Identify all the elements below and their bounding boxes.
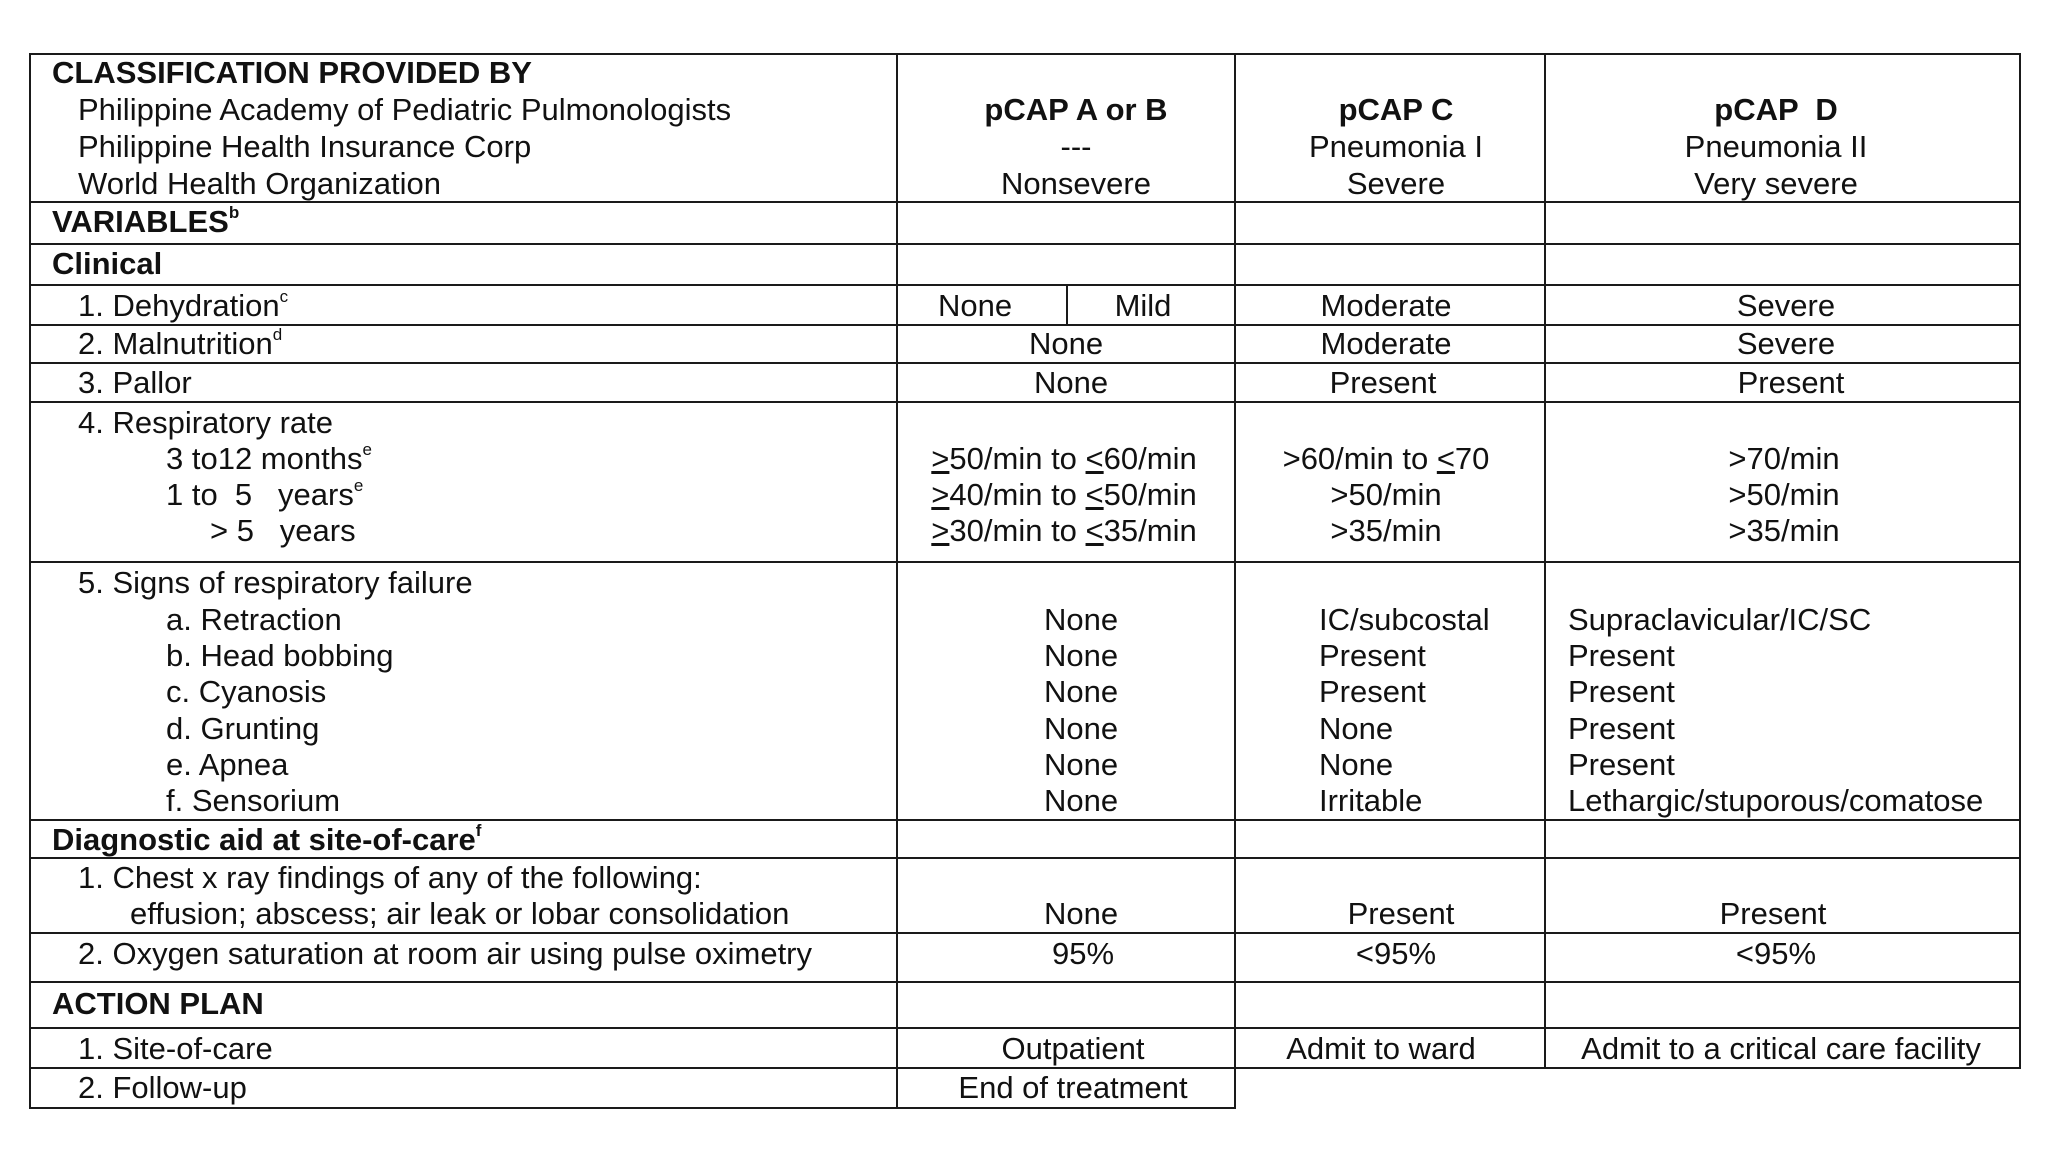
- dehydration-a2: Mild: [1114, 288, 1172, 323]
- table-border-left: [29, 53, 31, 1109]
- resp-failure-a: None: [1043, 747, 1119, 782]
- resp-rate-row-label: > 5 years: [210, 513, 356, 548]
- resp-failure-c: None: [1319, 747, 1394, 782]
- resp-failure-sign: d. Grunting: [166, 711, 320, 746]
- malnutrition-a: None: [1028, 326, 1104, 361]
- table-border-bottom: [29, 1107, 1235, 1109]
- resp-failure-a: None: [1043, 783, 1119, 818]
- resp-failure-a: None: [1043, 711, 1119, 746]
- row-divider: [29, 243, 2021, 245]
- xray-a: None: [1043, 896, 1119, 931]
- resp-failure-c: Irritable: [1319, 783, 1423, 818]
- org-name: World Health Organization: [78, 166, 441, 201]
- resp-rate-a: >50/min to <60/min: [931, 441, 1197, 476]
- o2-label: 2. Oxygen saturation at room air using pulse oximetry: [78, 936, 813, 971]
- resp-failure-label: 5. Signs of respiratory failure: [78, 565, 473, 600]
- resp-rate-a: >30/min to <35/min: [931, 513, 1197, 548]
- col-c-severity: Severe: [1346, 166, 1446, 201]
- resp-failure-sign: e. Apnea: [166, 747, 289, 782]
- resp-failure-sign: f. Sensorium: [166, 783, 341, 818]
- resp-failure-c: None: [1319, 711, 1394, 746]
- resp-failure-c: Present: [1319, 674, 1426, 709]
- resp-rate-d: >35/min: [1728, 513, 1840, 548]
- column-divider: [1544, 53, 1546, 1069]
- col-a-title: pCAP A or B: [984, 92, 1168, 127]
- resp-failure-sign: a. Retraction: [166, 602, 342, 637]
- site-of-care-a: Outpatient: [1001, 1031, 1145, 1066]
- column-divider: [1234, 53, 1236, 1109]
- resp-failure-sign: c. Cyanosis: [166, 674, 327, 709]
- col-c-subtitle: Pneumonia I: [1308, 129, 1484, 164]
- resp-failure-d: Supraclavicular/IC/SC: [1568, 602, 1872, 637]
- o2-a: 95%: [1051, 936, 1115, 971]
- resp-failure-c: IC/subcostal: [1319, 602, 1490, 637]
- site-of-care-d: Admit to a critical care facility: [1581, 1031, 1981, 1066]
- subcolumn-divider: [1066, 284, 1068, 324]
- resp-failure-d: Present: [1568, 747, 1675, 782]
- malnutrition-d: Severe: [1736, 326, 1836, 361]
- malnutrition-c: Moderate: [1320, 326, 1452, 361]
- xray-c: Present: [1347, 896, 1455, 931]
- variables-heading: VARIABLES$^b$: [52, 203, 240, 239]
- site-of-care-c: Admit to ward: [1286, 1031, 1476, 1066]
- xray-label: 1. Chest x ray findings of any of the following:: [78, 860, 702, 895]
- pallor-a: None: [1033, 365, 1109, 400]
- row-divider: [29, 819, 2021, 821]
- resp-failure-a: None: [1043, 638, 1119, 673]
- col-a-severity: Nonsevere: [1001, 166, 1151, 201]
- follow-up-label: 2. Follow-up: [78, 1070, 247, 1105]
- resp-failure-d: Present: [1568, 711, 1675, 746]
- row-divider: [29, 561, 2021, 563]
- action-plan-heading: ACTION PLAN: [52, 986, 264, 1021]
- resp-failure-d: Present: [1568, 674, 1675, 709]
- resp-rate-row-label: 1 to 5 years$^e$: [166, 476, 364, 512]
- header-title: CLASSIFICATION PROVIDED BY: [52, 55, 532, 90]
- site-of-care-label: 1. Site-of-care: [78, 1031, 273, 1066]
- resp-rate-label: 4. Respiratory rate: [78, 405, 333, 440]
- o2-c: <95%: [1355, 936, 1437, 971]
- row-divider: [29, 932, 2021, 934]
- row-divider: [29, 284, 2021, 286]
- pallor-label: 3. Pallor: [78, 365, 192, 400]
- row-divider: [29, 981, 2021, 983]
- follow-up-a: End of treatment: [958, 1070, 1188, 1105]
- row-divider: [29, 324, 2021, 326]
- malnutrition-label: 2. Malnutrition$^d$: [78, 325, 283, 361]
- resp-rate-row-label: 3 to12 months$^e$: [166, 440, 372, 476]
- o2-d: <95%: [1735, 936, 1817, 971]
- resp-rate-d: >50/min: [1728, 477, 1840, 512]
- org-name: Philippine Health Insurance Corp: [78, 129, 532, 164]
- resp-rate-d: >70/min: [1728, 441, 1840, 476]
- row-divider: [29, 362, 2021, 364]
- col-a-subtitle: ---: [1060, 129, 1092, 164]
- resp-failure-a: None: [1043, 674, 1119, 709]
- xray-label-detail: effusion; abscess; air leak or lobar consolidation: [130, 896, 790, 931]
- resp-rate-a: >40/min to <50/min: [931, 477, 1197, 512]
- dehydration-c: Moderate: [1320, 288, 1452, 323]
- table-border-right: [2019, 53, 2021, 1069]
- resp-rate-c: >60/min to <70: [1282, 441, 1490, 476]
- pallor-d: Present: [1737, 365, 1845, 400]
- row-divider: [29, 1067, 2021, 1069]
- column-divider: [896, 53, 898, 1109]
- xray-d: Present: [1719, 896, 1827, 931]
- resp-failure-sign: b. Head bobbing: [166, 638, 394, 673]
- clinical-heading: Clinical: [52, 246, 163, 281]
- resp-failure-d: Present: [1568, 638, 1675, 673]
- resp-failure-c: Present: [1319, 638, 1426, 673]
- dehydration-a1: None: [937, 288, 1013, 323]
- resp-rate-c: >35/min: [1330, 513, 1442, 548]
- dehydration-d: Severe: [1736, 288, 1836, 323]
- col-d-subtitle: Pneumonia II: [1684, 129, 1868, 164]
- org-name: Philippine Academy of Pediatric Pulmonologists: [78, 92, 732, 127]
- col-c-title: pCAP C: [1338, 92, 1454, 127]
- resp-rate-c: >50/min: [1330, 477, 1442, 512]
- row-divider: [29, 1027, 2021, 1029]
- diagnostic-heading: Diagnostic aid at site-of-care$^f$: [52, 821, 482, 857]
- resp-failure-d: Lethargic/stuporous/comatose: [1568, 783, 1984, 818]
- resp-failure-a: None: [1043, 602, 1119, 637]
- col-d-title: pCAP D: [1714, 92, 1838, 127]
- dehydration-label: 1. Dehydration$^c$: [78, 287, 289, 323]
- pallor-c: Present: [1329, 365, 1437, 400]
- col-d-severity: Very severe: [1694, 166, 1858, 201]
- row-divider: [29, 401, 2021, 403]
